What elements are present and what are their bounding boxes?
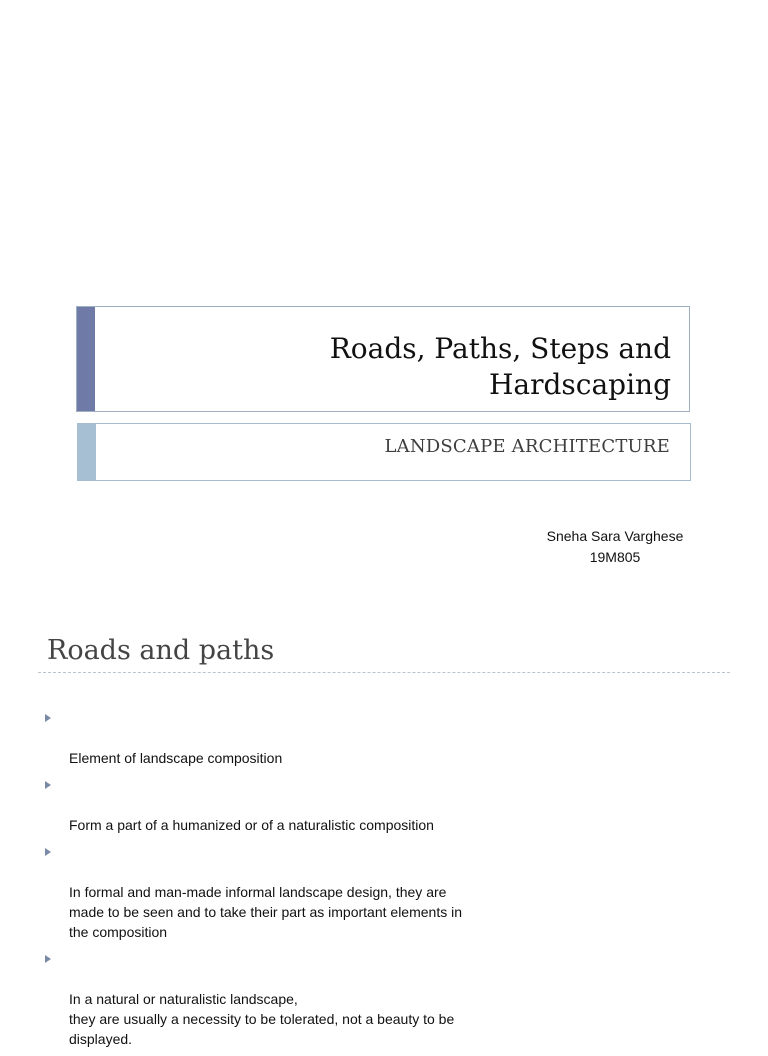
title-box <box>76 306 690 412</box>
triangle-right-icon <box>45 714 51 722</box>
triangle-right-icon <box>45 848 51 856</box>
bullet-item <box>44 708 464 768</box>
subtitle-box <box>77 423 691 481</box>
section-divider <box>38 672 730 673</box>
bullet-list <box>44 708 464 1056</box>
author-block <box>500 526 730 568</box>
section-heading: Roads and paths <box>47 635 275 666</box>
bullet-item <box>44 775 464 835</box>
subtitle-accent-bar <box>78 424 96 480</box>
bullet-text: Element of landscape composition <box>69 750 283 766</box>
author-id: 19M805 <box>589 549 641 565</box>
bullet-item <box>44 842 464 942</box>
author-name: Sneha Sara Varghese <box>546 528 684 544</box>
bullet-text: Form a part of a humanized or of a naturalistic composition <box>69 817 434 833</box>
triangle-right-icon <box>45 781 51 789</box>
triangle-right-icon <box>45 955 51 963</box>
title-accent-bar <box>77 307 95 411</box>
slide-title: Roads, Paths, Steps and Hardscaping <box>329 332 671 401</box>
bullet-text: In formal and man-made informal landscape design, they are made to be seen and to take their part as important elements in the composition <box>69 884 463 940</box>
bullet-item <box>44 949 464 1049</box>
bullet-text: In a natural or naturalistic landscape, they are usually a necessity to be tolerated, not a beauty to be displayed. <box>69 991 455 1047</box>
slide-subtitle: LANDSCAPE ARCHITECTURE <box>384 436 670 457</box>
